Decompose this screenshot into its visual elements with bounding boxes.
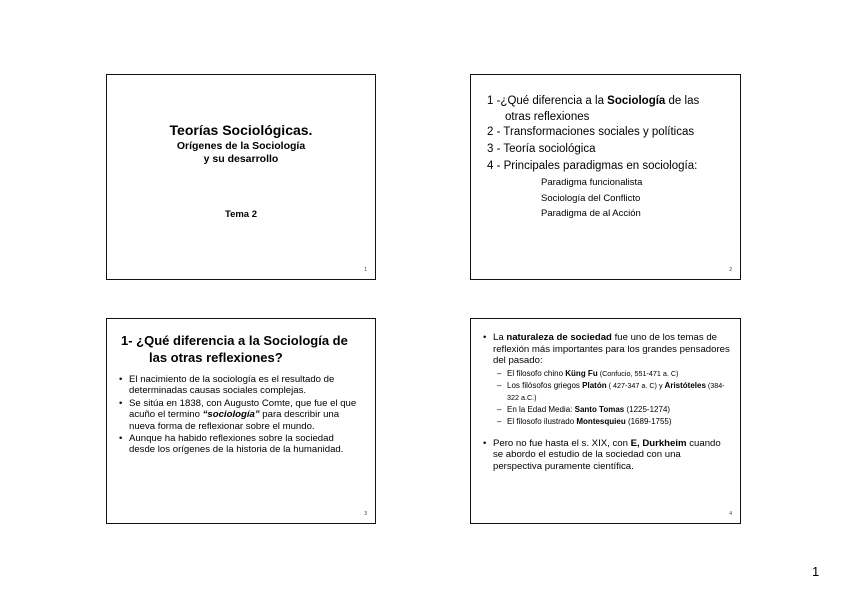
slide-1-subtitle (107, 140, 375, 166)
bullet-text: Pero no fue hasta el s. XIX, con (493, 437, 631, 449)
bullet-item (483, 332, 730, 367)
slide-1-title: Teorías Sociológicas. (169, 122, 313, 138)
dash-text: El filosofo ilustrado (507, 416, 577, 426)
outline-subitem-1: Paradigma funcionalista (541, 177, 643, 188)
bullet-item (119, 398, 361, 432)
title-line-1: 1- ¿Qué diferencia a la Sociología de (121, 333, 348, 348)
dash-note: (384-322 a.C.) (507, 380, 725, 402)
bullet-list (119, 374, 361, 457)
subtitle-line-1: Orígenes de la Sociología (176, 140, 306, 152)
slide-number: 1 (364, 267, 367, 273)
dash-text: En la Edad Media: (507, 404, 575, 414)
outline-text: 1 -¿Qué diferencia a la (487, 95, 608, 107)
dash-emphasis: Montesquieu (576, 416, 626, 426)
bullet-item (483, 438, 730, 473)
dash-emphasis: Platón (582, 380, 607, 390)
subtitle-line-2: y su desarrollo (203, 153, 279, 165)
bullet-list (483, 332, 730, 473)
slide-1 (106, 74, 376, 280)
dash-text: Los filósofos griegos (507, 380, 583, 390)
dash-emphasis: Santo Tomas (574, 404, 625, 414)
outline-emphasis: Sociología (607, 95, 666, 107)
dash-item (483, 404, 730, 416)
dash-note: (Confucio, 551-471 a. C) (597, 368, 679, 378)
bullet-item: • Aunque ha habido reflexiones sobre la sociedad desde los orígenes de la historia de la humanidad. (119, 433, 361, 456)
slide-3-title (121, 332, 367, 366)
bullet-text: La (493, 332, 507, 343)
bullet-emphasis: naturaleza de sociedad (506, 332, 612, 343)
outline-item-4: 4 - Principales paradigmas en sociología: (487, 160, 698, 172)
dash-text: El filosofo chino (507, 368, 566, 378)
dash-note: ( 427-347 a. C) y (606, 380, 665, 390)
bullet-text: cuando se abordo el estudio de la sociedad con una perspectiva puramente científica. (493, 437, 721, 472)
dash-note: (1225-1274) (624, 404, 671, 414)
slide-2 (470, 74, 741, 280)
bullet-emphasis: “sociología” (202, 409, 260, 421)
spacer (483, 428, 730, 438)
page-number: 1 (812, 564, 820, 579)
outline-item-1-cont: otras reflexiones (505, 111, 590, 123)
outline-item-1 (487, 93, 734, 110)
slide-4 (470, 318, 741, 524)
bullet-emphasis: E, Durkheim (630, 437, 687, 449)
dash-note: (1689-1755) (625, 416, 672, 426)
dash-item (483, 368, 730, 380)
slide-1-tema: Tema 2 (224, 209, 258, 220)
bullet-item: • El nacimiento de la sociología es el resultado de determinadas causas sociales complejas. (119, 374, 361, 397)
bullet-text: para describir una nueva forma de reflexionar sobre el mundo. (129, 409, 340, 432)
outline-item-3: 3 - Teoría sociológica (487, 143, 596, 155)
bullet-text: Se sitúa en 1838, con Augusto Comte, que fue el que acuño el termino (129, 397, 357, 421)
dash-item (483, 416, 730, 428)
bullet-text: fue uno de los temas de reflexión más importantes para los grandes pensadores del pasado: (493, 332, 730, 366)
dash-item (483, 380, 730, 404)
slide-3 (106, 318, 376, 524)
outline-subitem-2: Sociología del Conflicto (541, 192, 641, 204)
slide-number: 4 (729, 511, 732, 517)
outline-list (487, 93, 734, 222)
slide-number: 3 (364, 511, 367, 517)
dash-emphasis: Aristóteles (664, 380, 706, 390)
outline-item-2: 2 - Transformaciones sociales y políticas (487, 126, 695, 138)
outline-subitem-3: Paradigma de al Acción (541, 208, 641, 219)
outline-text: de las (665, 95, 700, 107)
slide-number: 2 (729, 267, 732, 273)
dash-emphasis: Küng Fu (565, 368, 598, 378)
title-line-2: las otras reflexiones? (149, 350, 283, 365)
